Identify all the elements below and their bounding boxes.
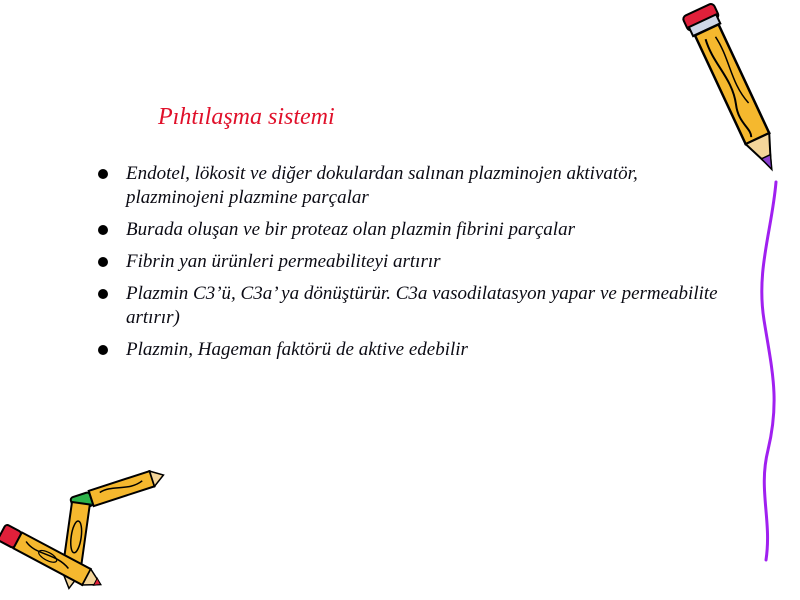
bullet-dot	[98, 225, 108, 235]
pencil-icon	[660, 0, 800, 600]
bullet-text: Plazmin C3’ü, C3a’ ya dönüştürür. C3a vasodilatasyon yapar ve permeabilite artırır)	[126, 283, 718, 328]
bullet-list	[98, 162, 738, 370]
crayon-icon	[0, 480, 170, 595]
bullet-text: Plazmin, Hageman faktörü de aktive edebilir	[126, 339, 468, 360]
bullet-text: Burada oluşan ve bir proteaz olan plazmin fibrini parçalar	[126, 219, 575, 240]
bullet-dot	[98, 169, 108, 179]
list-item	[98, 250, 738, 274]
list-item	[98, 218, 738, 242]
bullet-text: Fibrin yan ürünleri permeabiliteyi artırır	[126, 251, 441, 272]
list-item	[98, 282, 738, 330]
list-item	[98, 338, 738, 362]
bullet-dot	[98, 257, 108, 267]
scribble-line	[762, 182, 776, 560]
bullet-dot	[98, 289, 108, 299]
list-item	[98, 162, 738, 210]
slide-title: Pıhtılaşma sistemi	[158, 104, 335, 130]
bullet-dot	[98, 345, 108, 355]
bullet-text: Endotel, lökosit ve diğer dokulardan salınan plazminojen aktivatör, plazminojeni plazmine parçalar	[126, 163, 638, 208]
